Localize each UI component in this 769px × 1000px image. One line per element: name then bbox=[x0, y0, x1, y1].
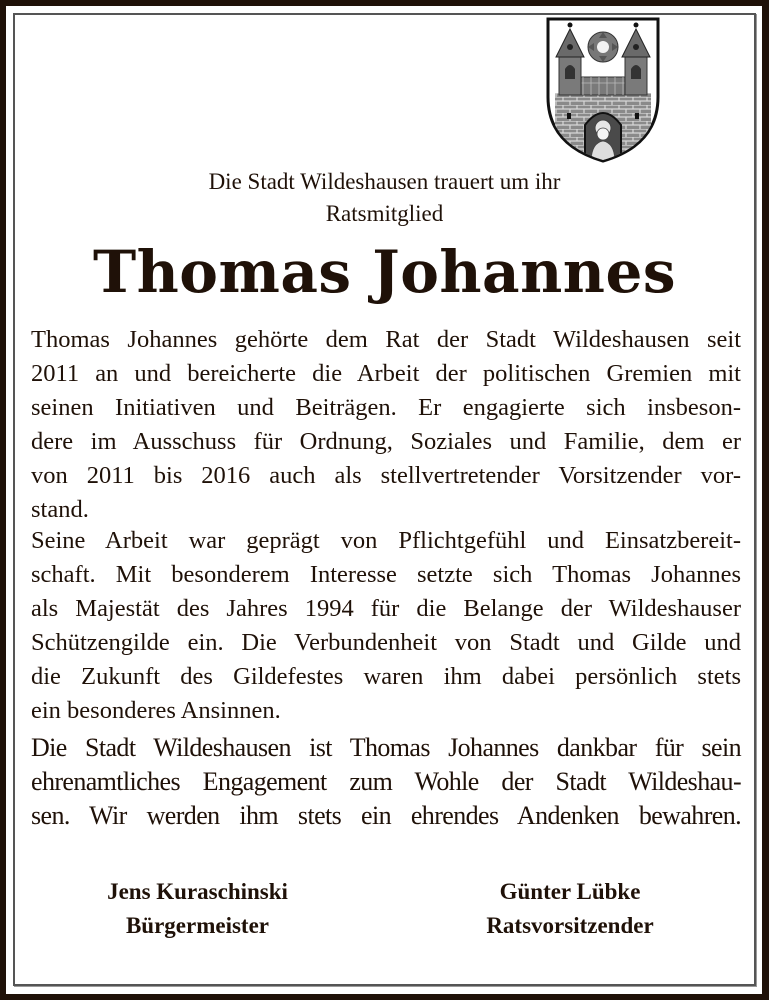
paragraph-3 bbox=[31, 731, 741, 833]
signatory-council-chair bbox=[430, 875, 710, 943]
text-line: Schützengilde ein. Die Verbundenheit von Stadt und Gilde und bbox=[31, 629, 741, 656]
text-line: ein besonderes Ansinnen. bbox=[31, 697, 281, 724]
signatory-title: Ratsvorsitzender bbox=[486, 913, 654, 938]
paragraph-2 bbox=[31, 524, 741, 728]
coat-of-arms-icon bbox=[545, 17, 661, 163]
text-line: als Majestät des Jahres 1994 für die Belange der Wildeshauser bbox=[31, 595, 741, 622]
text-line: Seine Arbeit war geprägt von Pflichtgefühl und Einsatzbereit- bbox=[31, 527, 741, 554]
signatory-name: Jens Kuraschinski bbox=[107, 879, 288, 904]
text-line: sen. Wir werden ihm stets ein ehrendes Andenken bewahren. bbox=[31, 801, 741, 830]
signatory-name: Günter Lübke bbox=[499, 879, 641, 904]
paragraph-1 bbox=[31, 323, 741, 527]
text-line: 2011 an und bereicherte die Arbeit der politischen Gremien mit bbox=[31, 360, 741, 387]
text-line: Die Stadt Wildeshausen ist Thomas Johannes dankbar für sein bbox=[31, 733, 741, 762]
text-line: stand. bbox=[31, 496, 89, 523]
text-line: Thomas Johannes gehörte dem Rat der Stadt Wildeshausen seit bbox=[31, 326, 741, 353]
deceased-name-heading: Thomas Johannes bbox=[92, 238, 677, 306]
text-line: dere im Ausschuss für Ordnung, Soziales und Familie, dem er bbox=[31, 428, 741, 455]
text-line: ehrenamtliches Engagement zum Wohle der Stadt Wildeshau- bbox=[31, 767, 741, 796]
text-line: die Zukunft des Gildefestes waren ihm dabei persönlich stets bbox=[31, 663, 741, 690]
text-line: von 2011 bis 2016 auch als stellvertretender Vorsitzender vor- bbox=[31, 462, 741, 489]
signatory-title: Bürgermeister bbox=[125, 913, 270, 938]
text-line: seinen Initiativen und Beiträgen. Er engagierte sich insbeson- bbox=[31, 394, 741, 421]
signatory-mayor bbox=[60, 875, 335, 943]
intro-text-line-1: Die Stadt Wildeshausen trauert um ihr bbox=[208, 169, 561, 194]
intro-text-line-2: Ratsmitglied bbox=[325, 201, 444, 226]
text-line: schaft. Mit besonderem Interesse setzte sich Thomas Johannes bbox=[31, 561, 741, 588]
